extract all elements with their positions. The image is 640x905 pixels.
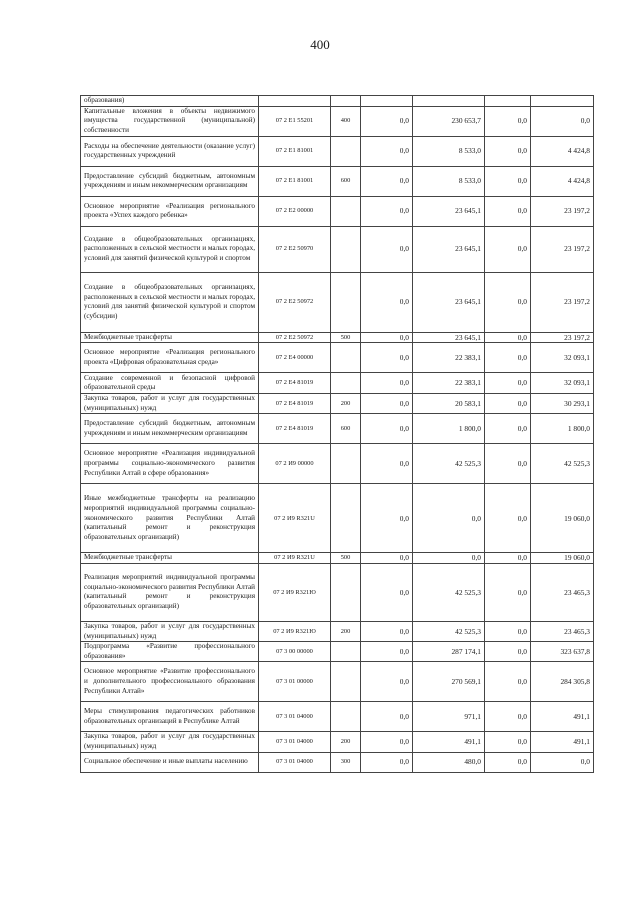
row-name-cell: Меры стимулирования педагогических работников образовательных организаций в Республике Алтай [81, 702, 259, 732]
table-row [81, 343, 594, 373]
row-value-1-cell: 0,0 [361, 166, 413, 196]
row-value-4-cell: 23 197,2 [531, 226, 594, 272]
row-name-cell: Иные межбюджетные трансферты на реализацию мероприятий индивидуальной программы социально-экономического развития Республики Алтай (капитальный ремонт и реконструкция образовательных организаций) [81, 484, 259, 553]
row-value-2-cell [413, 96, 485, 107]
row-code-cell: 07 3 01 00000 [259, 662, 331, 702]
row-value-2-cell: 42 525,3 [413, 563, 485, 621]
row-value-4-cell: 1 800,0 [531, 414, 594, 444]
row-name-cell: Закупка товаров, работ и услуг для государственных (муниципальных) нужд [81, 732, 259, 752]
table-row [81, 642, 594, 662]
row-expense-type-cell: 600 [331, 414, 361, 444]
table-row [81, 484, 594, 553]
row-code-cell: 07 3 01 04000 [259, 702, 331, 732]
row-value-2-cell: 0,0 [413, 553, 485, 564]
row-value-2-cell: 287 174,1 [413, 642, 485, 662]
table-row [81, 553, 594, 564]
row-value-3-cell: 0,0 [485, 732, 531, 752]
row-value-3-cell: 0,0 [485, 444, 531, 484]
row-code-cell: 07 2 Е1 55201 [259, 106, 331, 136]
budget-table [80, 95, 594, 773]
row-value-2-cell: 23 645,1 [413, 332, 485, 343]
row-code-cell: 07 2 Е4 00000 [259, 343, 331, 373]
row-value-4-cell: 491,1 [531, 702, 594, 732]
table-row [81, 226, 594, 272]
row-name-cell: Предоставление субсидий бюджетным, автономным учреждениям и иным некоммерческим организациям [81, 166, 259, 196]
row-code-cell: 07 2 Е2 50970 [259, 226, 331, 272]
row-name-cell: Основное мероприятие «Реализация индивидуальной программы социально-экономического развития Республики Алтай в сфере образования» [81, 444, 259, 484]
row-expense-type-cell [331, 484, 361, 553]
row-value-1-cell: 0,0 [361, 272, 413, 332]
row-code-cell: 07 2 И9 R321U [259, 553, 331, 564]
row-value-3-cell: 0,0 [485, 272, 531, 332]
table-row [81, 752, 594, 772]
row-code-cell: 07 3 00 00000 [259, 642, 331, 662]
row-value-2-cell: 230 653,7 [413, 106, 485, 136]
row-expense-type-cell [331, 272, 361, 332]
row-expense-type-cell: 600 [331, 166, 361, 196]
table-row [81, 373, 594, 394]
row-value-2-cell: 480,0 [413, 752, 485, 772]
table-body [81, 96, 594, 773]
row-value-1-cell: 0,0 [361, 136, 413, 166]
row-code-cell: 07 2 Е4 81019 [259, 414, 331, 444]
table-row [81, 563, 594, 621]
row-name-cell: Закупка товаров, работ и услуг для государственных (муниципальных) нужд [81, 394, 259, 414]
row-value-3-cell [485, 96, 531, 107]
row-value-4-cell: 23 465,3 [531, 563, 594, 621]
row-value-1-cell: 0,0 [361, 414, 413, 444]
table-row [81, 136, 594, 166]
row-value-4-cell: 19 060,0 [531, 553, 594, 564]
row-value-4-cell: 32 093,1 [531, 373, 594, 394]
row-value-3-cell: 0,0 [485, 226, 531, 272]
row-value-4-cell: 42 525,3 [531, 444, 594, 484]
row-value-2-cell: 491,1 [413, 732, 485, 752]
table-row [81, 272, 594, 332]
row-value-2-cell: 8 533,0 [413, 166, 485, 196]
row-value-4-cell: 23 197,2 [531, 196, 594, 226]
row-value-3-cell: 0,0 [485, 752, 531, 772]
row-expense-type-cell [331, 702, 361, 732]
row-expense-type-cell [331, 563, 361, 621]
row-expense-type-cell: 400 [331, 106, 361, 136]
row-code-cell: 07 2 Е2 50972 [259, 272, 331, 332]
row-expense-type-cell: 200 [331, 394, 361, 414]
row-value-3-cell: 0,0 [485, 136, 531, 166]
row-value-2-cell: 22 383,1 [413, 373, 485, 394]
row-value-2-cell: 23 645,1 [413, 226, 485, 272]
row-expense-type-cell [331, 662, 361, 702]
row-expense-type-cell [331, 136, 361, 166]
row-name-cell: Капитальные вложения в объекты недвижимого имущества государственной (муниципальной) собственности [81, 106, 259, 136]
row-expense-type-cell: 500 [331, 332, 361, 343]
row-value-1-cell: 0,0 [361, 563, 413, 621]
row-name-cell: Основное мероприятие «Реализация регионального проекта «Успех каждого ребенка» [81, 196, 259, 226]
row-value-3-cell: 0,0 [485, 373, 531, 394]
row-value-4-cell: 491,1 [531, 732, 594, 752]
row-expense-type-cell: 300 [331, 752, 361, 772]
table-row [81, 732, 594, 752]
row-name-cell: Межбюджетные трансферты [81, 553, 259, 564]
row-value-1-cell: 0,0 [361, 752, 413, 772]
row-name-cell: Создание в общеобразовательных организациях, расположенных в сельской местности и малых городах, условий для занятий физической культурой и спортом (субсидии) [81, 272, 259, 332]
row-name-cell: Создание в общеобразовательных организациях, расположенных в сельской местности и малых городах, условий для занятий физической культурой и спортом [81, 226, 259, 272]
row-name-cell: Закупка товаров, работ и услуг для государственных (муниципальных) нужд [81, 621, 259, 641]
row-expense-type-cell: 200 [331, 621, 361, 641]
row-value-4-cell: 23 197,2 [531, 272, 594, 332]
row-value-3-cell: 0,0 [485, 414, 531, 444]
row-value-4-cell: 23 465,3 [531, 621, 594, 641]
row-value-1-cell: 0,0 [361, 196, 413, 226]
row-code-cell: 07 2 Е1 81001 [259, 136, 331, 166]
table-row [81, 621, 594, 641]
row-value-2-cell: 0,0 [413, 484, 485, 553]
row-code-cell: 07 2 И9 R321Ю [259, 621, 331, 641]
row-value-2-cell: 42 525,3 [413, 444, 485, 484]
row-value-3-cell: 0,0 [485, 621, 531, 641]
row-expense-type-cell [331, 96, 361, 107]
row-name-cell: Предоставление субсидий бюджетным, автономным учреждениям и иным некоммерческим организациям [81, 414, 259, 444]
row-value-4-cell: 284 305,8 [531, 662, 594, 702]
row-value-2-cell: 23 645,1 [413, 196, 485, 226]
row-value-2-cell: 23 645,1 [413, 272, 485, 332]
row-value-2-cell: 1 800,0 [413, 414, 485, 444]
row-value-3-cell: 0,0 [485, 196, 531, 226]
row-value-1-cell: 0,0 [361, 642, 413, 662]
row-value-1-cell: 0,0 [361, 343, 413, 373]
row-expense-type-cell [331, 226, 361, 272]
row-value-3-cell: 0,0 [485, 332, 531, 343]
row-name-cell: Подпрограмма «Развитие профессионального образования» [81, 642, 259, 662]
row-value-1-cell: 0,0 [361, 621, 413, 641]
table-row [81, 166, 594, 196]
row-name-cell: Основное мероприятие «Развитие профессионального и дополнительного профессионального образования Республики Алтай» [81, 662, 259, 702]
row-value-1-cell: 0,0 [361, 373, 413, 394]
row-name-cell: Расходы на обеспечение деятельности (оказание услуг) государственных учреждений [81, 136, 259, 166]
row-name-cell: Создание современной и безопасной цифровой образовательной среды [81, 373, 259, 394]
table-row [81, 414, 594, 444]
row-name-cell: Основное мероприятие «Реализация регионального проекта «Цифровая образовательная среда» [81, 343, 259, 373]
row-value-3-cell: 0,0 [485, 553, 531, 564]
row-value-3-cell: 0,0 [485, 642, 531, 662]
row-value-1-cell: 0,0 [361, 226, 413, 272]
row-value-3-cell: 0,0 [485, 394, 531, 414]
row-name-cell: Межбюджетные трансферты [81, 332, 259, 343]
table-row [81, 662, 594, 702]
row-value-4-cell: 19 060,0 [531, 484, 594, 553]
table-row [81, 394, 594, 414]
row-value-1-cell: 0,0 [361, 332, 413, 343]
row-value-3-cell: 0,0 [485, 702, 531, 732]
row-value-3-cell: 0,0 [485, 166, 531, 196]
table-row [81, 444, 594, 484]
row-value-1-cell: 0,0 [361, 553, 413, 564]
row-name-cell: Социальное обеспечение и иные выплаты населению [81, 752, 259, 772]
row-code-cell: 07 2 И9 R321U [259, 484, 331, 553]
row-value-1-cell: 0,0 [361, 106, 413, 136]
row-value-2-cell: 22 383,1 [413, 343, 485, 373]
row-expense-type-cell [331, 373, 361, 394]
row-value-1-cell: 0,0 [361, 484, 413, 553]
row-value-2-cell: 20 583,1 [413, 394, 485, 414]
row-value-4-cell: 30 293,1 [531, 394, 594, 414]
row-value-1-cell [361, 96, 413, 107]
row-code-cell: 07 2 Е2 50972 [259, 332, 331, 343]
row-value-4-cell [531, 96, 594, 107]
table-row [81, 702, 594, 732]
row-value-2-cell: 270 569,1 [413, 662, 485, 702]
table-row [81, 106, 594, 136]
table-row [81, 96, 594, 107]
row-value-1-cell: 0,0 [361, 662, 413, 702]
row-value-4-cell: 4 424,8 [531, 166, 594, 196]
row-value-3-cell: 0,0 [485, 343, 531, 373]
row-value-1-cell: 0,0 [361, 732, 413, 752]
row-value-3-cell: 0,0 [485, 106, 531, 136]
row-expense-type-cell: 200 [331, 732, 361, 752]
row-code-cell: 07 3 01 04000 [259, 732, 331, 752]
row-value-4-cell: 23 197,2 [531, 332, 594, 343]
row-value-3-cell: 0,0 [485, 563, 531, 621]
table-row [81, 196, 594, 226]
row-value-2-cell: 971,1 [413, 702, 485, 732]
row-code-cell: 07 2 И9 00000 [259, 444, 331, 484]
row-expense-type-cell [331, 444, 361, 484]
row-expense-type-cell [331, 343, 361, 373]
row-code-cell: 07 2 Е2 00000 [259, 196, 331, 226]
row-value-1-cell: 0,0 [361, 394, 413, 414]
row-code-cell [259, 96, 331, 107]
row-code-cell: 07 2 Е4 81019 [259, 394, 331, 414]
row-value-4-cell: 4 424,8 [531, 136, 594, 166]
row-expense-type-cell [331, 642, 361, 662]
row-name-cell: Реализация мероприятий индивидуальной программы социально-экономического развития Республики Алтай (капитальный ремонт и реконструкция образовательных организаций) [81, 563, 259, 621]
page-number: 400 [310, 37, 330, 52]
row-expense-type-cell: 500 [331, 553, 361, 564]
row-code-cell: 07 2 Е1 81001 [259, 166, 331, 196]
row-code-cell: 07 2 Е4 81019 [259, 373, 331, 394]
row-value-2-cell: 42 525,3 [413, 621, 485, 641]
row-value-3-cell: 0,0 [485, 662, 531, 702]
table-row [81, 332, 594, 343]
row-value-1-cell: 0,0 [361, 444, 413, 484]
row-code-cell: 07 2 И9 R321Ю [259, 563, 331, 621]
row-value-4-cell: 0,0 [531, 752, 594, 772]
row-value-2-cell: 8 533,0 [413, 136, 485, 166]
row-name-cell: образования) [81, 96, 259, 107]
row-expense-type-cell [331, 196, 361, 226]
row-value-1-cell: 0,0 [361, 702, 413, 732]
row-value-4-cell: 32 093,1 [531, 343, 594, 373]
row-value-4-cell: 323 637,8 [531, 642, 594, 662]
row-value-4-cell: 0,0 [531, 106, 594, 136]
row-value-3-cell: 0,0 [485, 484, 531, 553]
row-code-cell: 07 3 01 04000 [259, 752, 331, 772]
